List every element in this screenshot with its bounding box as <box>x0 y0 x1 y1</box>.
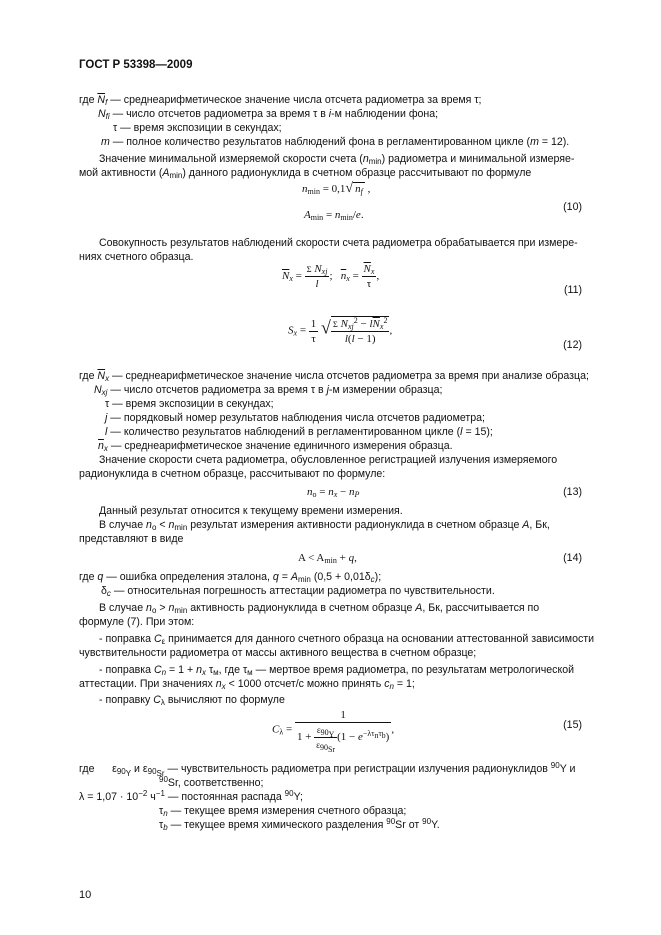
def-lambda: $\lambda = 1,07 \cdot 10^{-2}$ $ч^{-1}$ — постоянная распада $^{90}$Y; <box>79 789 303 803</box>
equation-14-number: (14) <box>563 552 582 564</box>
def-nx-avg: где $\overline{N}_x$ — среднеарифметическое значение числа отсчетов радиометра за время при анализе образца; <box>79 370 589 383</box>
document-header: ГОСТ Р 53398—2009 <box>79 59 193 71</box>
def-avg-background: где $\overline{N}_f$ — среднеарифметическое значение числа отсчета радиометра за время τ; <box>79 94 482 107</box>
para-case1-line1: В случае $n_o < n_{min}$ результат измерения активности радионуклида в счетном образце A, Бк, <box>99 519 550 532</box>
bullet1-line1: - поправка $C_\varepsilon$ принимается для данного счетного образца на основании аттестованной зависимости <box>99 633 595 646</box>
def-nfi: $N_{fi}$ — число отсчетов радиометра за время τ в i-м наблюдении фона; <box>98 108 439 121</box>
para-rate-line2: радионуклида в счетном образце, рассчитывают по формуле: <box>79 468 386 480</box>
para-min-line1: Значение минимальной измеряемой скорости счета $(n_{min})$ радиометра и минимальной измеряе- <box>99 153 575 166</box>
equation-13-number: (13) <box>563 486 582 498</box>
equation-15-number: (15) <box>563 719 582 731</box>
para-total-line2: ниях счетного образца. <box>79 251 194 263</box>
page-number: 10 <box>79 889 92 901</box>
def-deltac: $\delta_c$ — относительная погрешность аттестации радиометра по чувствительности. <box>101 585 495 598</box>
def-sensitivity-line2: $^{90}$Sr, соответственно; <box>159 775 264 789</box>
equation-10-number: (10) <box>563 201 582 213</box>
def-sensitivity-line1: где $\varepsilon_{90_Y}$ и $\varepsilon_{90_{Sr}}$ — чувствительность радиометра при регистрации излучения радионуклидов $^{90}$Y и <box>79 761 576 778</box>
def-tau-n: $\tau_n$ — текущее время измерения счетного образца; <box>159 805 407 818</box>
para-rate-line1: Значение скорости счета радиометра, обусловленное регистрацией излучения измеряемого <box>99 454 558 466</box>
bullet1-line2: чувствительности радиометра от массы активного вещества в счетном образце; <box>79 647 477 659</box>
def-tau-2: τ — время экспозиции в секундах; <box>105 398 274 410</box>
para-case2-line2: формуле (7). При этом: <box>79 616 195 628</box>
para-case2-line1: В случае $n_o > n_{min}$ активность радионуклида в счетном образце A, Бк, рассчитывается по <box>99 602 540 615</box>
def-nxj: $N_{xj}$ — число отсчетов радиометра за время τ в j-м измерении образца; <box>94 384 443 397</box>
def-l: l — количество результатов наблюдений в регламентированном цикле (l = 15); <box>105 426 493 438</box>
def-nx-single: $\overline{n}_x$ — среднеарифметическое значение единичного измерения образца. <box>98 440 453 453</box>
def-tau: τ — время экспозиции в секундах; <box>113 122 282 134</box>
bullet2-line1: - поправка $C_n = 1 + n_x$ $\tau_м$, где $\tau_м$ — мертвое время радиометра, по результатам метрологической <box>99 664 575 677</box>
def-j: j — порядковый номер результатов наблюдения числа отсчетов радиометра; <box>105 412 485 424</box>
line-current-time: Данный результат относится к текущему времени измерения. <box>99 505 403 517</box>
para-total-line1: Совокупность результатов наблюдений скорости счета радиометра обрабатывается при измере- <box>99 237 578 249</box>
equation-15: $C_\lambda$ = 1 1 + $\frac{\varepsilon_{90_Y}}{\varepsilon_{90_{Sr}}}$ $(1 - e^{-\lambda\tau_n\tau_b})$ , <box>272 709 395 754</box>
equation-11-number: (11) <box>563 284 582 296</box>
equation-13: $n_o = n_x - n_P$ <box>307 486 360 499</box>
equation-12-number: (12) <box>563 339 582 351</box>
def-tau-b: $\tau_b$ — текущее время химического разделения $^{90}$Sr от $^{90}$Y. <box>159 817 440 832</box>
bullet2-line2: аттестации. При значениях $n_x < 1000$ отсчет/с можно принять $c_n = 1$; <box>79 678 415 691</box>
equation-10-amin: $A_{min} = n_{min}/e$. <box>304 209 364 222</box>
def-m: m — полное количество результатов наблюдений фона в регламентированном цикле (m = 12). <box>101 136 570 148</box>
def-q: где q — ошибка определения эталона, $q = A_{min}$ $(0,5 + 0,01\delta_c)$; <box>79 571 382 584</box>
equation-12: $S_x$ = $\frac{1}{\tau}$ √ $\frac{\Sigma N_{xj}^2 - l\overline{N}_x^2}{l(l - 1)}$ , <box>288 316 393 345</box>
para-case1-line2: представляют в виде <box>79 533 184 545</box>
bullet3-line: - поправку $C_\lambda$ вычисляют по формуле <box>99 694 285 707</box>
para-min-line2: мой активности $(A_{min})$ данного радионуклида в счетном образце рассчитывают по формуле <box>79 167 532 180</box>
equation-14: $A < A_{min} + q$, <box>298 552 357 565</box>
equation-11: $\overline{N}_x$ = $\frac{\Sigma N_{xj}}{l}$ ; $\overline{n}_x$ = $\frac{\overline{N}_x}{\tau}$ , <box>282 263 380 290</box>
equation-10-nmin: $n_{min} = 0,1√$ $n_f$ , <box>302 181 371 196</box>
